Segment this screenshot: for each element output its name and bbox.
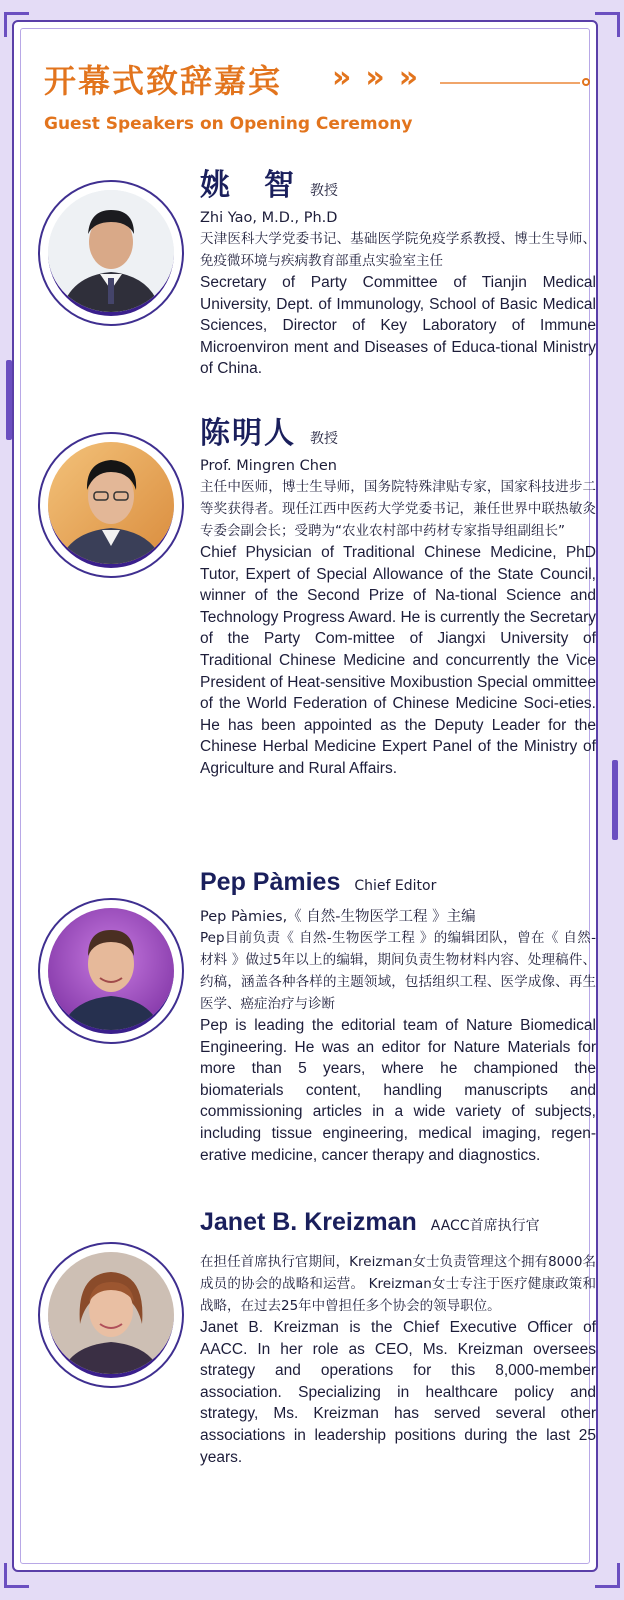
speaker-name: 姚 智 bbox=[200, 168, 296, 203]
speaker-bio-en: Secretary of Party Committee of Tianjin Medical University, Dept. of Immunology, School of Basic Medical Sciences, Director of Key Laboratory of Immune Microenviron ment and Diseases of Educa-tional Ministry of China. bbox=[200, 274, 596, 378]
speaker-bio-en: Janet B. Kreizman is the Chief Executive Officer of AACC. In her role as CEO, Ms. Kreizman oversees strategy and operations for this 8,000-member association. Specializing in healthcare policy and strategy, Ms. Kreizman has served several other associations in leadership positions during the last 25 years. bbox=[200, 1319, 596, 1466]
speaker-bio-zh: 在担任首席执行官期间，Kreizman女士负责管理这个拥有8000名成员的协会的战略和运营。 Kreizman女士专注于医疗健康政策和战略，在过去25年中曾担任多个协会的领导职位。 bbox=[200, 1254, 596, 1314]
speaker-bio-zh: Pep目前负责《 自然-生物医学工程 》的编辑团队，曾在《 自然-材料 》做过5年以上的编辑，期间负责生物材料内容、处理稿件、约稿，涵盖各种各样的主题领域，包括组织工程、医学成像、再生医学、癌症治疗与诊断 bbox=[200, 930, 596, 1012]
speaker-bio-zh: 主任中医师，博士生导师，国务院特殊津贴专家，国家科技进步二等奖获得者。现任江西中医药大学党委书记，兼任世界中联热敏灸专委会副会长；受聘为“农业农村部中药材专家指导组副组长” bbox=[200, 479, 596, 539]
speaker-bio-en: Pep is leading the editorial team of Nature Biomedical Engineering. He was an editor for Nature Materials for more than 5 years, where he championed the biomaterials content, handling manuscripts and commissioning articles in a wide variety of subjects, including tissue engineering, medical imaging, regen-erative medicine, cancer therapy and diagnostics. bbox=[200, 1017, 596, 1164]
avatar bbox=[48, 1252, 174, 1378]
speaker-title: Chief Editor bbox=[354, 878, 437, 894]
speaker-name: Pep Pàmies bbox=[200, 868, 341, 896]
section-title: 开幕式致辞嘉宾 bbox=[44, 62, 283, 100]
speaker-title: AACC首席执行官 bbox=[430, 1218, 540, 1234]
corner-ornament-top-left bbox=[4, 12, 29, 37]
speaker-name-en: Pep Pàmies,《 自然-生物医学工程 》主编 bbox=[200, 909, 476, 925]
header-divider bbox=[440, 82, 580, 84]
portrait-photo bbox=[48, 908, 174, 1034]
speaker-title: 教授 bbox=[310, 183, 338, 199]
section-subtitle: Guest Speakers on Opening Ceremony bbox=[44, 114, 413, 134]
avatar-frame bbox=[38, 898, 184, 1044]
side-tab-left bbox=[6, 360, 12, 440]
speaker-name-en: Zhi Yao, M.D., Ph.D bbox=[200, 210, 338, 226]
speaker-name: 陈明人 bbox=[200, 416, 296, 451]
speaker-name: Janet B. Kreizman bbox=[200, 1208, 417, 1236]
header-dot-icon bbox=[582, 78, 590, 86]
portrait-photo bbox=[48, 190, 174, 316]
speaker-name-en: Prof. Mingren Chen bbox=[200, 458, 337, 474]
avatar bbox=[48, 442, 174, 568]
avatar bbox=[48, 190, 174, 316]
corner-ornament-bottom-left bbox=[4, 1563, 29, 1588]
avatar-frame bbox=[38, 432, 184, 578]
chevron-right-icon: »»» bbox=[332, 60, 433, 95]
avatar-frame bbox=[38, 1242, 184, 1388]
portrait-photo bbox=[48, 442, 174, 568]
avatar bbox=[48, 908, 174, 1034]
speaker-bio-zh: 天津医科大学党委书记、基础医学院免疫学系教授、博士生导师、免疫微环境与疾病教育部重点实验室主任 bbox=[200, 231, 596, 269]
avatar-frame bbox=[38, 180, 184, 326]
side-tab-right bbox=[612, 760, 618, 840]
speaker-bio-en: Chief Physician of Traditional Chinese Medicine, PhD Tutor, Expert of Special Allowance of the State Council, winner of the Second Prize of Na-tional Science and Technology Progress Award. He is currently the Secretary of the Party Com-mittee of Jiangxi University of Traditional Chinese Medicine and concurrently the Vice President of Heat-sensitive Moxibustion Special ommittee of the World Federation of Chinese Medicine Soci-eties. He has been appointed as the Deputy Leader for the Chinese Herbal Medicine Expert Panel of the Ministry of Agriculture and Rural Affairs. bbox=[200, 544, 597, 777]
corner-ornament-bottom-right bbox=[595, 1563, 620, 1588]
corner-ornament-top-right bbox=[595, 12, 620, 37]
speaker-title: 教授 bbox=[310, 431, 338, 447]
portrait-photo bbox=[48, 1252, 174, 1378]
